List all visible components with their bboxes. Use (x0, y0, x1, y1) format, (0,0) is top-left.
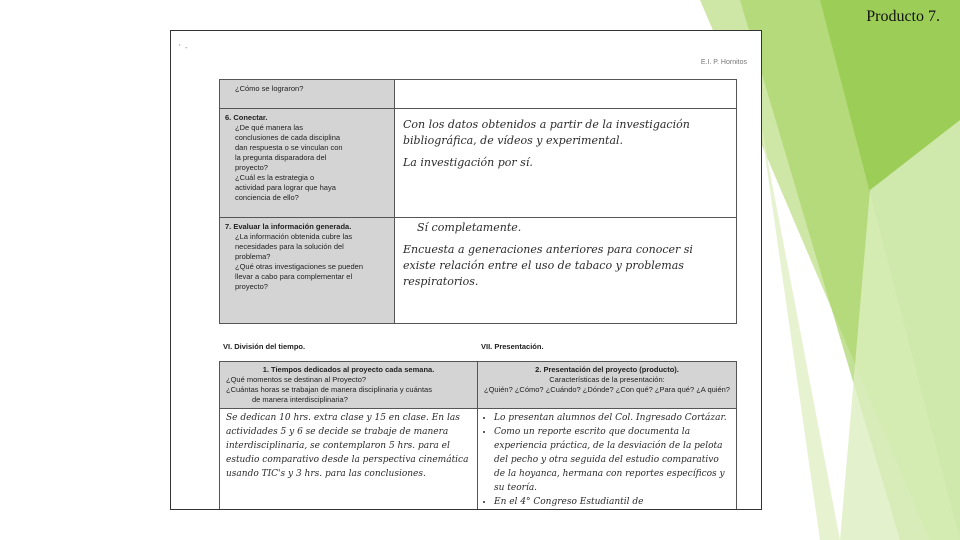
list-item: • Como un reporte escrito que documenta la experiencia práctica, de la desviación de la pelota del pecho y otra seguida del estudio comparativo de la hoyanca, hermana con reportes específicos y su teoría. (494, 425, 730, 495)
box-questions: ¿Quién? ¿Cómo? ¿Cuándo? ¿Dónde? ¿Con qué? ¿Para qué? ¿A quién? (484, 385, 730, 394)
label-line: problema? (235, 252, 271, 261)
handwritten-answer: La investigación por sí. (403, 156, 533, 169)
table-row (220, 218, 736, 323)
box-line: de manera interdisciplinaria? (252, 395, 348, 404)
label-line: la pregunta disparadora del (235, 153, 327, 162)
label-line: ¿Cómo se lograron? (235, 84, 304, 93)
row-label (220, 109, 395, 217)
presentation-answers (478, 409, 736, 510)
list-item: • En el 4° Congreso Estudiantil de (494, 495, 730, 509)
box-presentation-header (478, 362, 736, 408)
row-label (220, 80, 395, 108)
label-line: llevar a cabo para complementar el (235, 272, 353, 281)
scanned-document (170, 30, 762, 510)
label-title: 6. Conectar. (225, 113, 268, 122)
label-line: ¿De qué manera las (235, 123, 303, 132)
box-line: ¿Qué momentos se destinan al Proyecto? (226, 375, 367, 384)
section-heading: VI. División del tiempo. (223, 342, 306, 351)
section-heading: VII. Presentación. (481, 342, 544, 351)
row-answer (395, 80, 736, 108)
label-line: ¿La información obtenida cubre las (235, 232, 353, 241)
list-item: • Lo presentan alumnos del Col. Ingresado Cortázar. (494, 411, 730, 425)
label-line: conciencia de ello? (235, 193, 299, 202)
question-table (219, 79, 737, 324)
document-reference: E.I. P. Hornitos (700, 59, 747, 66)
handwritten-answer: Sí completamente. (417, 221, 522, 234)
table-header (220, 362, 736, 409)
table-row (220, 80, 736, 109)
label-line: dan respuesta o se vinculan con (235, 143, 343, 152)
table-body (220, 409, 736, 510)
label-line: proyecto? (235, 163, 268, 172)
time-presentation-table (219, 361, 737, 510)
scan-mark: ' - (179, 43, 188, 52)
box-time-header (220, 362, 478, 408)
label-line: conclusiones de cada disciplina (235, 133, 341, 142)
box-subtitle: Características de la presentación: (549, 375, 665, 384)
handwritten-answer: Se dedican 10 hrs. extra clase y 15 en clase. En las actividades 5 y 6 se decide se trabaje de manera interdisciplinaria, se contemplaron 5 hrs. para el estudio comparativo desde la perspectiva cinemática usando TIC's y 3 hrs. para las conclusiones. (220, 409, 478, 510)
label-title: 7. Evaluar la información generada. (225, 222, 352, 231)
box-title: 1. Tiempos dedicados al proyecto cada semana. (262, 365, 435, 374)
label-line: necesidades para la solución del (235, 242, 344, 251)
slide-title: Producto 7. (866, 8, 940, 25)
label-line: ¿Qué otras investigaciones se pueden (235, 262, 363, 271)
row-label (220, 218, 395, 323)
box-line: ¿Cuántas horas se trabajan de manera disciplinaria y cuántas (226, 385, 432, 394)
label-line: proyecto? (235, 282, 268, 291)
handwritten-answer: Encuesta a generaciones anteriores para conocer si existe relación entre el uso de tabaco y problemas respiratorios. (403, 243, 693, 288)
label-line: actividad para lograr que haya (235, 183, 336, 192)
label-line: ¿Cuál es la estrategia o (235, 173, 315, 182)
handwritten-answer: Con los datos obtenidos a partir de la investigación bibliográfica, de vídeos y experimental. (403, 118, 690, 147)
table-row (220, 109, 736, 218)
row-answer (395, 109, 736, 217)
row-answer (395, 218, 736, 323)
box-title: 2. Presentación del proyecto (producto). (535, 365, 679, 374)
